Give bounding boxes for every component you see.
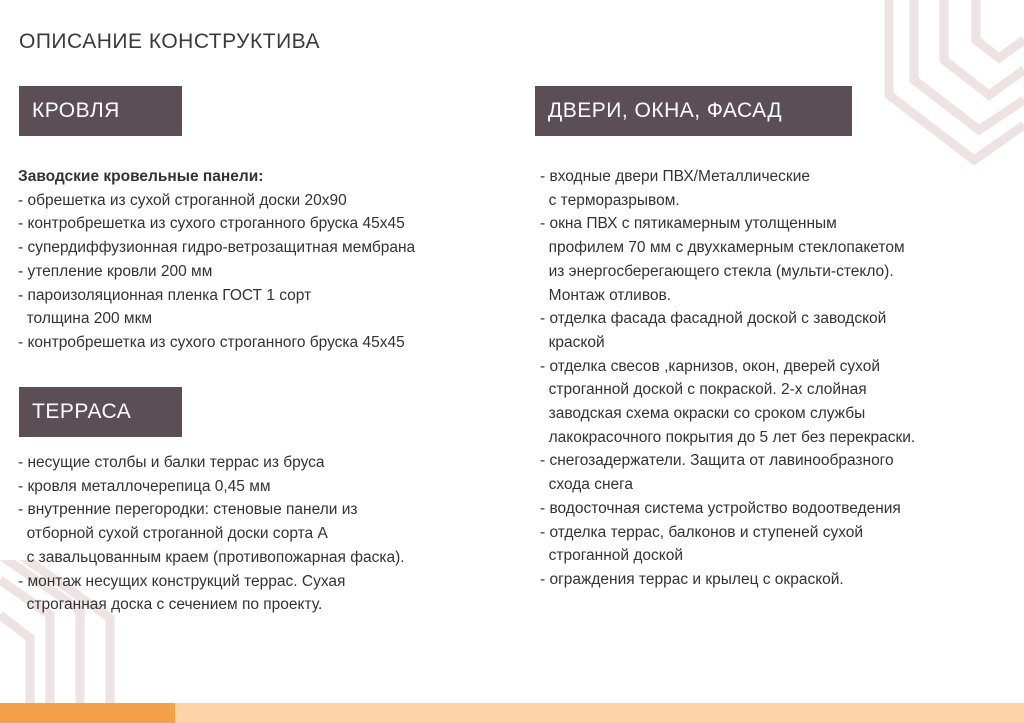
description-line: Монтаж отливов. bbox=[540, 286, 672, 304]
description-line: - внутренние перегородки: стеновые панели из bbox=[18, 501, 358, 519]
doors-windows-facade-description bbox=[540, 165, 915, 592]
description-line: заводская схема окраски со сроком службы bbox=[540, 405, 866, 423]
description-line: с терморазрывом. bbox=[540, 191, 680, 209]
section-header-doors-windows-facade: ДВЕРИ, ОКНА, ФАСАД bbox=[535, 86, 852, 136]
description-line: - монтаж несущих конструкций террас. Сухая bbox=[18, 572, 346, 590]
description-line: - обрешетка из сухой строганной доски 20х90 bbox=[18, 191, 347, 209]
section-header-terrace: ТЕРРАСА bbox=[19, 387, 182, 437]
description-line: с завальцованным краем (противопожарная фаска). bbox=[18, 548, 405, 566]
decorative-hexagon-pattern-top bbox=[884, 0, 1024, 170]
description-line: - окна ПВХ с пятикамерным утолщенным bbox=[540, 215, 837, 233]
description-line: - несущие столбы и балки террас из бруса bbox=[18, 454, 325, 471]
description-line: из энергосберегающего стекла (мульти-стекло). bbox=[540, 262, 894, 280]
description-line: - отделка террас, балконов и ступеней сухой bbox=[540, 523, 864, 541]
description-line: схода снега bbox=[540, 476, 634, 494]
description-line: строганная доска с сечением по проекту. bbox=[18, 596, 323, 614]
description-line: - отделка фасада фасадной доской с заводской bbox=[540, 310, 887, 328]
bottom-accent-bar-light bbox=[175, 703, 1024, 723]
description-line: строганной доской с покраской. 2-х слойная bbox=[540, 381, 867, 399]
description-line: - супердиффузионная гидро-ветрозащитная мембрана bbox=[18, 239, 416, 257]
bottom-accent-bar bbox=[0, 703, 1024, 723]
page-title: ОПИСАНИЕ КОНСТРУКТИВА bbox=[19, 30, 320, 53]
terrace-description bbox=[18, 451, 405, 617]
roof-subheading: Заводские кровельные панели: bbox=[18, 168, 264, 185]
description-line: - контробрешетка из сухого строганного бруска 45х45 bbox=[18, 333, 405, 351]
description-line: - контробрешетка из сухого строганного бруска 45х45 bbox=[18, 215, 405, 233]
description-line: строганной доской bbox=[540, 547, 683, 565]
description-line: толщина 200 мкм bbox=[18, 310, 153, 328]
roof-description bbox=[18, 165, 415, 355]
description-line: - ограждения террас и крылец с окраской. bbox=[540, 570, 844, 588]
description-line: - отделка свесов ,карнизов, окон, дверей сухой bbox=[540, 357, 881, 375]
description-line: лакокрасочного покрытия до 5 лет без перекраски. bbox=[540, 428, 916, 446]
description-line: отборной сухой строганной доски сорта А bbox=[18, 525, 328, 543]
description-line: - утепление кровли 200 мм bbox=[18, 262, 213, 280]
section-header-roof: КРОВЛЯ bbox=[19, 86, 182, 136]
description-line: - снегозадержатели. Защита от лавинообразного bbox=[540, 452, 894, 470]
description-line: - водосточная система устройство водоотведения bbox=[540, 499, 901, 517]
description-line: - кровля металлочерепица 0,45 мм bbox=[18, 477, 271, 495]
bottom-accent-bar-dark bbox=[0, 703, 175, 723]
description-line: - входные двери ПВХ/Металлические bbox=[540, 168, 810, 185]
description-line: профилем 70 мм с двухкамерным стеклопакетом bbox=[540, 239, 905, 257]
description-line: краской bbox=[540, 333, 605, 351]
description-line: - пароизоляционная пленка ГОСТ 1 сорт bbox=[18, 286, 312, 304]
